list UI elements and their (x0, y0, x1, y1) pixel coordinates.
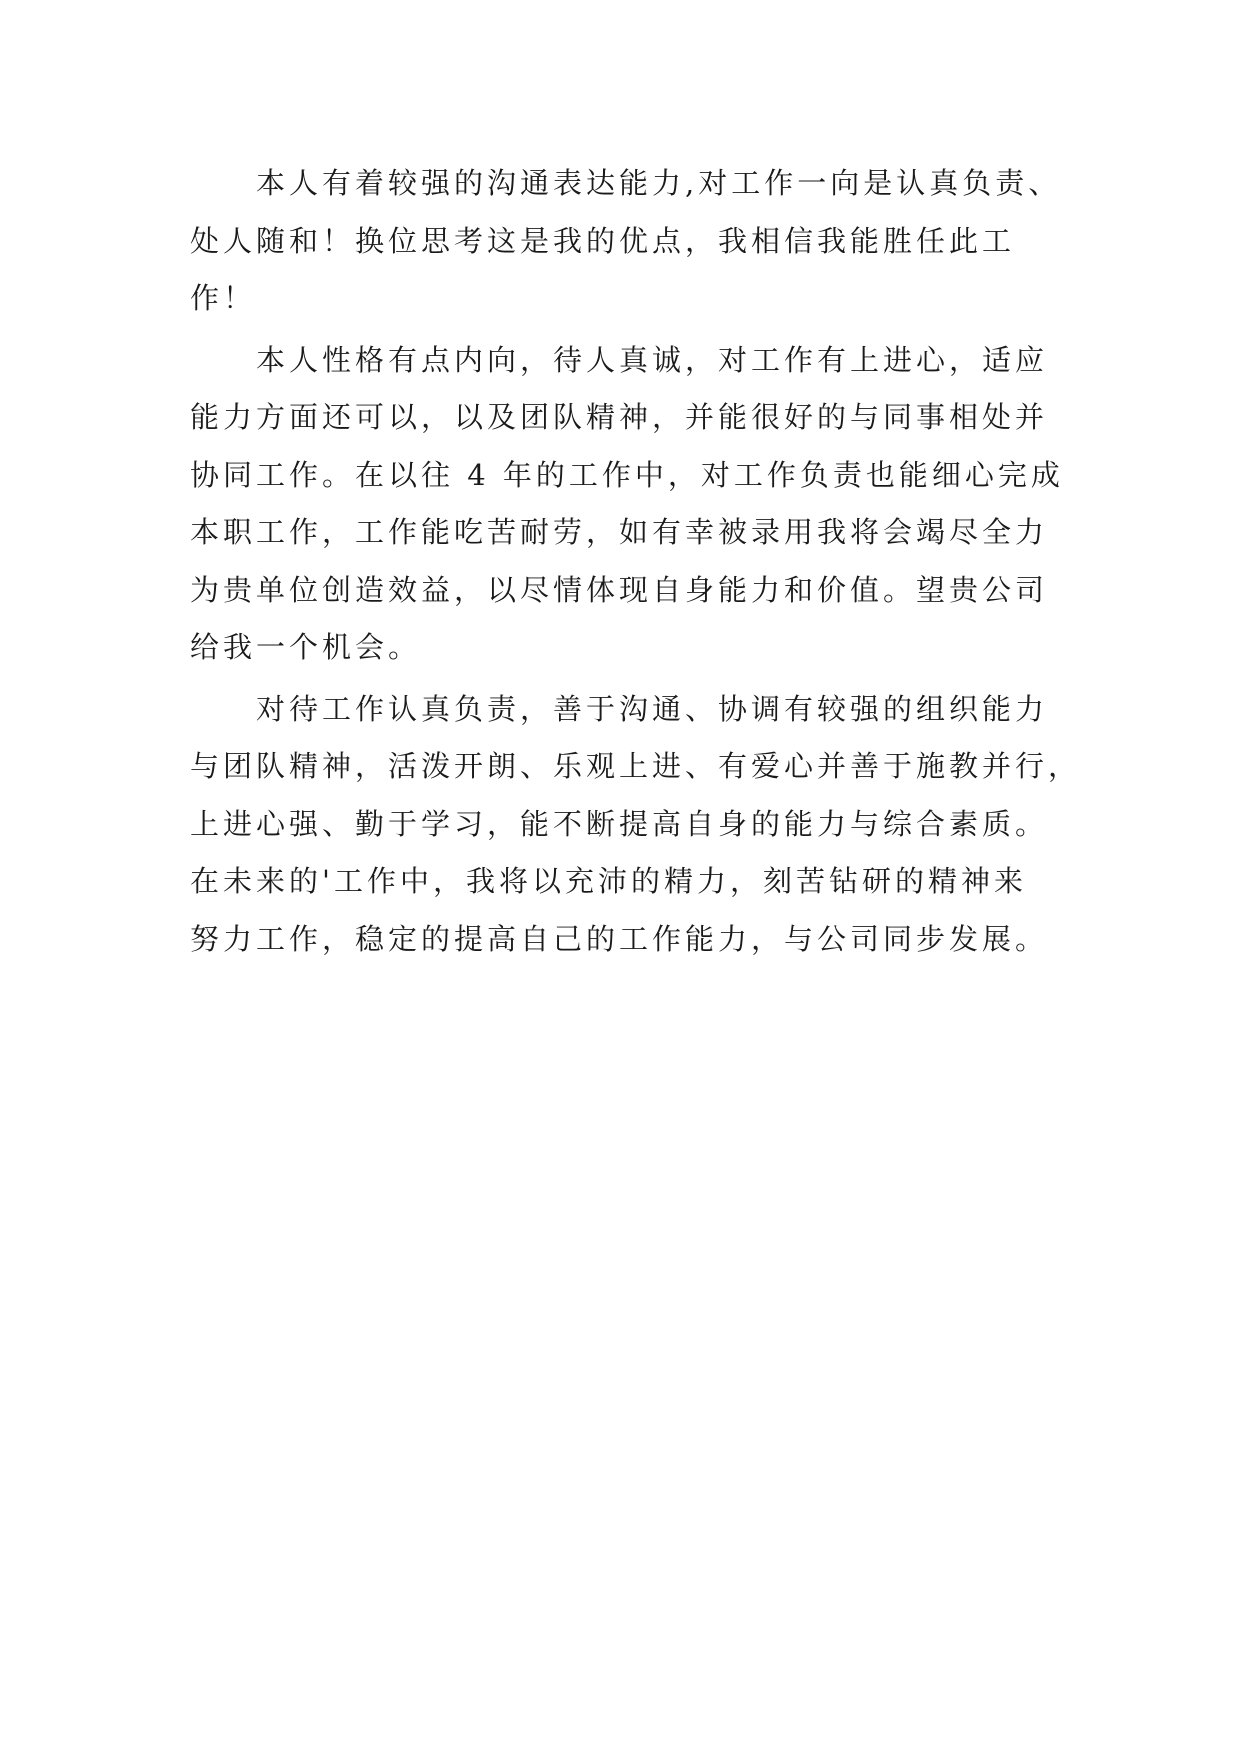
text-line: 协同工作。在以往 4 年的工作中，对工作负责也能细心完成 (190, 457, 1064, 492)
text-line: 本职工作，工作能吃苦耐劳，如有幸被录用我将会竭尽全力 (190, 515, 1049, 549)
text-line: 上进心强、勤于学习，能不断提高自身的能力与综合素质。 (190, 806, 1049, 841)
text-line: 能力方面还可以，以及团队精神，并能很好的与同事相处并 (190, 400, 1049, 434)
document-body (190, 155, 1090, 972)
paragraph-2 (190, 332, 1090, 677)
text-line: 在未来的'工作中，我将以充沛的精力，刻苦钻研的精神来 (190, 864, 1027, 898)
paragraph-1 (190, 155, 1090, 328)
paragraph-3 (190, 681, 1090, 969)
text-line: 对待工作认真负责，善于沟通、协调有较强的组织能力 (256, 691, 1049, 726)
text-line: 努力工作，稳定的提高自己的工作能力，与公司同步发展。 (190, 921, 1049, 956)
text-line: 作！ (190, 281, 257, 315)
text-line: 本人有着较强的沟通表达能力,对工作一向是认真负责、 (256, 166, 1062, 200)
text-line: 本人性格有点内向，待人真诚，对工作有上进心，适应 (256, 342, 1049, 377)
text-line: 处人随和！换位思考这是我的优点，我相信我能胜任此工 (190, 223, 1016, 258)
text-line: 与团队精神，活泼开朗、乐观上进、有爱心并善于施教并行， (190, 749, 1082, 783)
text-line: 给我一个机会。 (190, 630, 422, 664)
text-line: 为贵单位创造效益，以尽情体现自身能力和价值。望贵公司 (190, 572, 1049, 607)
